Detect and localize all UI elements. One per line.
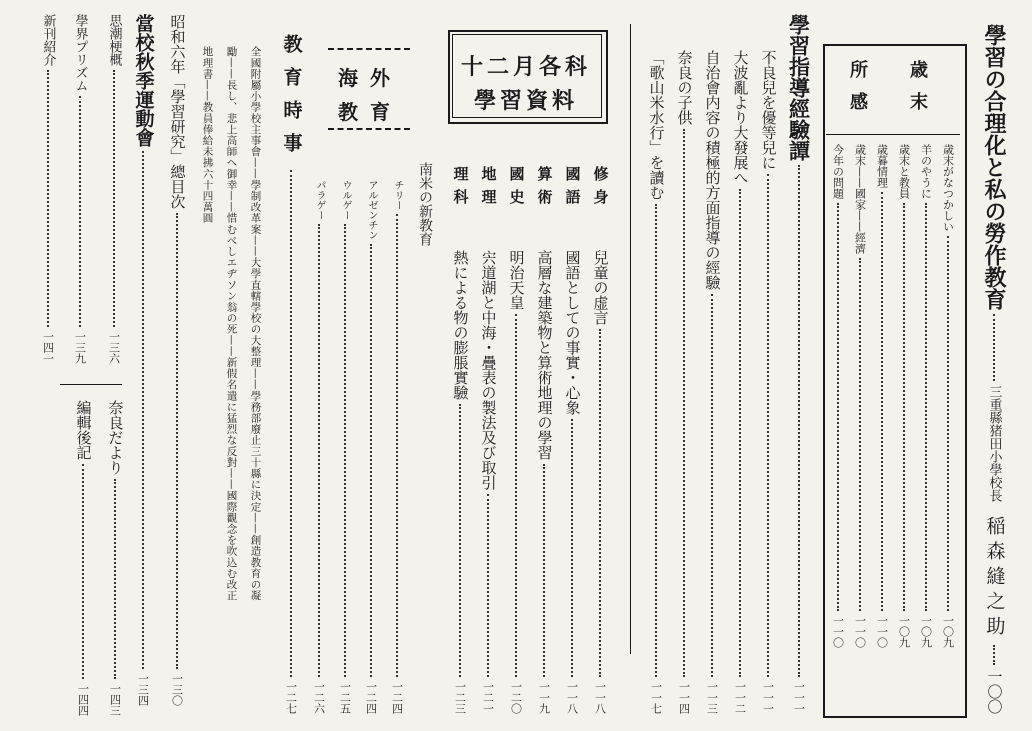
entry-title: 歳末と教員: [897, 144, 911, 199]
entry-title: 思潮梗概: [106, 14, 122, 66]
current-line-2: 勵——長し、悲上高師へ御幸——惜むべしエヂソン翁の死——新假名遣に猛烈な反對——國際觀念を吹込む改正: [225, 46, 238, 601]
entry-title: 自治會内容の積極的方面指導の經驗: [703, 50, 722, 290]
leader-dots: [767, 174, 769, 677]
entry-page: 一一〇: [875, 615, 889, 648]
leader-dots: [599, 329, 601, 677]
leader-dots: [113, 70, 115, 327]
overseas-banner-line1: 海外: [338, 66, 402, 90]
entry-page: 一一〇: [831, 615, 845, 648]
year-end-heading-right: 歳末: [907, 60, 928, 124]
misc-item[interactable]: [130, 14, 156, 706]
guidance-item[interactable]: [756, 50, 780, 714]
leader-dots: [837, 203, 839, 611]
entry-page: 一一四: [677, 681, 691, 714]
entry-page: 一〇九: [919, 615, 933, 648]
subject-label: 國史: [507, 166, 526, 212]
leader-dots: [142, 151, 144, 669]
leader-dots: [798, 165, 800, 677]
lead-article-author-role: 三重縣猪田小學校長: [986, 385, 1002, 502]
entry-title: 不良兒を優等兒に: [759, 50, 778, 170]
entry-page: 一一〇: [853, 615, 867, 648]
entry-page: 一〇九: [941, 615, 955, 648]
misc-item[interactable]: [38, 14, 58, 364]
entry-page: 一二一: [481, 681, 495, 714]
december-item[interactable]: [448, 166, 472, 714]
current-heading-page: 一二七: [284, 681, 298, 714]
entry-page: 一三六: [107, 331, 121, 364]
subject-label: 國語: [563, 166, 582, 212]
leader-dots: [739, 189, 741, 677]
overseas-item[interactable]: [310, 180, 328, 714]
entry-page: 一三〇: [170, 673, 184, 706]
leader-dots: [711, 294, 713, 677]
year-end-item[interactable]: [938, 144, 958, 648]
entry-title: 明治天皇: [507, 250, 526, 310]
overseas-item[interactable]: [388, 180, 406, 714]
current-line-3: 地理書——教員俸給未拂六十四萬圓: [201, 46, 214, 224]
december-item[interactable]: [532, 166, 556, 714]
current-heading[interactable]: [278, 34, 304, 714]
december-item[interactable]: [476, 166, 500, 714]
year-end-item[interactable]: [850, 144, 870, 648]
leader-dots: [318, 224, 320, 677]
leader-dots: [487, 494, 489, 677]
leader-dots: [543, 464, 545, 677]
year-end-item[interactable]: [894, 144, 914, 648]
year-end-divider: [826, 134, 960, 135]
leader-dots: [82, 464, 84, 679]
entry-page: 一二五: [338, 681, 352, 714]
leader-dots: [344, 224, 346, 677]
leader-dots: [859, 258, 861, 611]
guidance-heading[interactable]: [785, 14, 813, 714]
entry-page: 一三九: [73, 331, 87, 364]
bottom-divider: [60, 384, 122, 385]
leader-dots: [655, 204, 657, 677]
entry-page: 一一七: [649, 681, 663, 714]
leader-dots: [176, 213, 178, 669]
bottom-item[interactable]: [104, 400, 126, 716]
leader-dots: [114, 479, 116, 679]
leader-dots: [396, 214, 398, 677]
lead-article-author-name: 稲森縫之助: [983, 516, 1006, 641]
lead-article[interactable]: [976, 24, 1012, 714]
entry-page: 一一三: [705, 681, 719, 714]
entry-title: 熱による物の膨脹實驗: [451, 250, 470, 400]
overseas-banner-line2: 教育: [338, 100, 402, 124]
section-divider: [630, 24, 631, 654]
entry-title: 兒童の虚言: [591, 250, 610, 325]
december-banner-line1: 十二月各科: [460, 54, 591, 80]
entry-title: 新刊紹介: [40, 14, 56, 66]
lead-article-page: 一〇〇: [985, 669, 1004, 714]
december-banner-line2: 學習資料: [473, 88, 578, 114]
entry-title: 今年の問題: [831, 144, 845, 199]
december-item[interactable]: [560, 166, 584, 714]
entry-title: 學界プリズム: [72, 14, 88, 92]
current-line-1: 全國附屬小學校主事會——學制改革案——大學直轄學校の大整理——學務部廢止三十縣に決定——創造教育の凝: [249, 46, 262, 601]
entry-title: 編輯後記: [74, 400, 93, 460]
guidance-heading-title: 學習指導經驗譚: [786, 14, 812, 161]
entry-title: 奈良だより: [106, 400, 125, 475]
bottom-item[interactable]: [72, 400, 94, 716]
entry-page: 一四四: [76, 683, 90, 716]
entry-page: 一四三: [108, 683, 122, 716]
year-end-item[interactable]: [916, 144, 936, 648]
entry-page: 一二三: [453, 681, 467, 714]
entry-title: 「歌山米水行」を讀む: [647, 50, 666, 200]
entry-page: 一一八: [565, 681, 579, 714]
lead-article-title: 學習の合理化と私の勞作教育: [981, 24, 1007, 310]
entry-title: パラゲー: [314, 180, 325, 220]
entry-title: 歳末がなつかしい: [941, 144, 955, 232]
subject-label: 理科: [451, 166, 470, 212]
entry-page: 一一八: [593, 681, 607, 714]
leader-dots: [571, 419, 573, 677]
entry-title: 歳末——國家——經濟: [853, 144, 867, 254]
leader-dots: [47, 70, 49, 327]
entry-title: ウルゲー: [340, 180, 351, 220]
overseas-heading[interactable]: 南米の新教育: [417, 162, 433, 246]
subject-label: 算術: [535, 166, 554, 212]
entry-title: 歳暮情理: [875, 144, 889, 188]
guidance-item[interactable]: [672, 50, 696, 714]
entry-page: 一二〇: [509, 681, 523, 714]
entry-title: 大波亂より大發展へ: [731, 50, 750, 185]
guidance-item[interactable]: [728, 50, 752, 714]
december-item[interactable]: [588, 166, 612, 714]
entry-page: 一三四: [136, 673, 150, 706]
overseas-item[interactable]: [362, 180, 380, 714]
guidance-item[interactable]: [700, 50, 724, 714]
misc-item[interactable]: [70, 14, 90, 364]
year-end-item[interactable]: [828, 144, 848, 648]
misc-item[interactable]: [104, 14, 124, 364]
leader-dots: [881, 192, 883, 611]
entry-page: 一二四: [390, 681, 404, 714]
overseas-ornament-top: [328, 48, 410, 50]
leader-dots: [993, 314, 995, 381]
leader-dots: [515, 314, 517, 677]
entry-page: 一二四: [364, 681, 378, 714]
leader-dots: [683, 129, 685, 677]
entry-title: アルゼンチン: [366, 180, 377, 240]
entry-title: 當校秋季運動會: [132, 14, 155, 147]
overseas-ornament-bottom: [328, 128, 410, 130]
leader-dots: [947, 236, 949, 611]
year-end-heading-left: 所感: [847, 60, 868, 124]
entry-title: 高層な建築物と算術地理の學習: [535, 250, 554, 460]
entry-title: 國語としての事實・心象: [563, 250, 582, 415]
entry-page: 一二六: [312, 681, 326, 714]
current-heading-title: 教育時事: [280, 34, 303, 166]
entry-title: 奈良の子供: [675, 50, 694, 125]
entry-title: 羊のやうに: [919, 144, 933, 199]
entry-page: 一〇九: [897, 615, 911, 648]
year-end-item[interactable]: [872, 144, 892, 648]
entry-title: 昭和六年「學習研究」總目次: [168, 14, 187, 209]
leader-dots: [290, 170, 292, 677]
entry-page: 一一一: [761, 681, 775, 714]
guidance-heading-page: 一一一: [792, 681, 806, 714]
entry-page: 一四一: [41, 331, 55, 364]
entry-page: 一一九: [537, 681, 551, 714]
subject-label: 地理: [479, 166, 498, 212]
leader-dots: [925, 203, 927, 611]
subject-label: 修身: [591, 166, 610, 212]
misc-item[interactable]: [166, 14, 188, 706]
leader-dots: [370, 244, 372, 677]
december-item[interactable]: [504, 166, 528, 714]
leader-dots: [903, 203, 905, 611]
guidance-item[interactable]: [644, 50, 668, 714]
entry-title: チリー: [392, 180, 403, 210]
leader-dots: [459, 404, 461, 677]
entry-page: 一一二: [733, 681, 747, 714]
entry-title: 宍道湖と中海・疊表の製法及び取引: [479, 250, 498, 490]
leader-dots: [79, 96, 81, 327]
overseas-item[interactable]: [336, 180, 354, 714]
leader-dots: [993, 645, 995, 665]
